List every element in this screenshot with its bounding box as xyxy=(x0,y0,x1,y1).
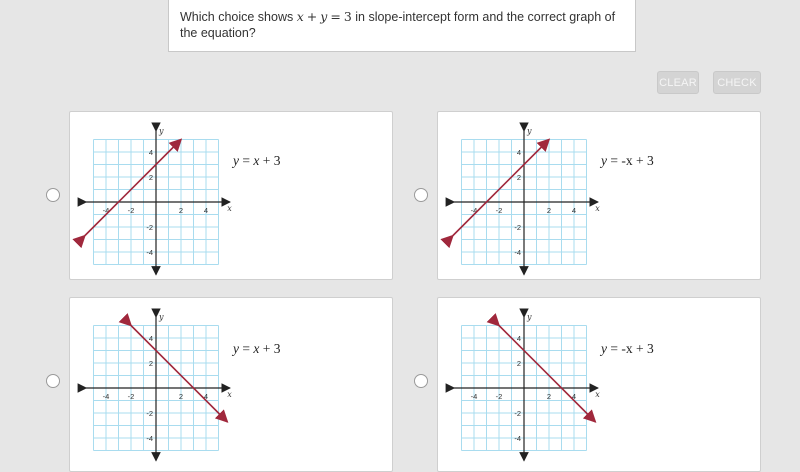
y-tick-label: -4 xyxy=(146,434,153,443)
choice-d-card[interactable] xyxy=(437,297,761,472)
y-tick-label: 2 xyxy=(148,173,153,182)
question-equation xyxy=(297,9,352,24)
choice-b-card[interactable] xyxy=(437,111,761,280)
math-y: y xyxy=(320,9,328,24)
y-tick-label: -2 xyxy=(146,223,153,232)
x-tick-label: -4 xyxy=(470,392,478,401)
choice-c-equation: y = x + 3 xyxy=(233,341,281,356)
y-tick-label: 2 xyxy=(516,359,521,368)
x-tick-label: -2 xyxy=(127,206,135,215)
y-tick-label: 2 xyxy=(148,359,153,368)
x-axis-label: x xyxy=(227,204,232,213)
y-tick-label: 4 xyxy=(148,334,153,343)
x-axis-label: x xyxy=(595,204,600,213)
plotted-line xyxy=(85,140,184,236)
y-tick-label: 4 xyxy=(516,148,521,157)
choice-b-equation: y = -x + 3 xyxy=(601,153,654,168)
question-prefix: Which choice shows xyxy=(180,10,297,24)
choice-b-graph xyxy=(454,120,600,270)
math-x: x xyxy=(296,9,304,24)
y-tick-label: -4 xyxy=(514,434,521,443)
y-tick-label: 2 xyxy=(516,173,521,182)
x-tick-label: 4 xyxy=(571,392,577,401)
x-tick-label: 4 xyxy=(571,206,577,215)
x-tick-label: 2 xyxy=(178,392,184,401)
math-plus: + xyxy=(306,9,318,24)
y-axis-label: y xyxy=(527,312,532,322)
y-tick-label: -4 xyxy=(146,248,153,257)
choice-c-radio[interactable] xyxy=(46,374,60,388)
choice-d-graph xyxy=(454,306,600,466)
x-tick-label: -4 xyxy=(102,392,110,401)
choice-c-card[interactable] xyxy=(69,297,393,472)
clear-button[interactable]: CLEAR xyxy=(657,71,699,94)
choice-d-equation: y = -x + 3 xyxy=(601,341,654,356)
y-tick-label: -2 xyxy=(514,409,521,418)
y-axis-label: y xyxy=(159,126,164,136)
choice-b-radio[interactable] xyxy=(414,188,428,202)
x-tick-label: -2 xyxy=(495,392,503,401)
x-tick-label: 2 xyxy=(178,206,184,215)
y-tick-label: -2 xyxy=(146,409,153,418)
math-three: 3 xyxy=(343,9,352,24)
choice-a-graph xyxy=(86,120,232,270)
x-tick-label: -4 xyxy=(470,206,478,215)
choice-c-graph xyxy=(86,306,232,466)
x-tick-label: 4 xyxy=(203,392,209,401)
x-axis-label: x xyxy=(227,390,232,399)
choice-a-radio[interactable] xyxy=(46,188,60,202)
question-text xyxy=(168,0,636,52)
x-tick-label: -4 xyxy=(102,206,110,215)
check-button[interactable]: CHECK xyxy=(713,71,761,94)
plotted-line xyxy=(499,326,595,422)
y-tick-label: -2 xyxy=(514,223,521,232)
choice-a-card[interactable] xyxy=(69,111,393,280)
x-tick-label: 2 xyxy=(546,392,552,401)
y-tick-label: 4 xyxy=(516,334,521,343)
x-axis-label: x xyxy=(595,390,600,399)
plotted-line xyxy=(131,326,227,422)
y-axis-label: y xyxy=(159,312,164,322)
x-tick-label: 4 xyxy=(203,206,209,215)
y-tick-label: 4 xyxy=(148,148,153,157)
math-equals: = xyxy=(330,9,341,24)
y-axis-label: y xyxy=(527,126,532,136)
y-tick-label: -4 xyxy=(514,248,521,257)
plotted-line xyxy=(453,140,552,236)
x-tick-label: 2 xyxy=(546,206,552,215)
question-suffix: in slope-intercept form and the correct graph of the equation? xyxy=(180,10,616,40)
x-tick-label: -2 xyxy=(495,206,503,215)
choice-a-equation: y = x + 3 xyxy=(233,153,281,168)
choice-d-radio[interactable] xyxy=(414,374,428,388)
x-tick-label: -2 xyxy=(127,392,135,401)
